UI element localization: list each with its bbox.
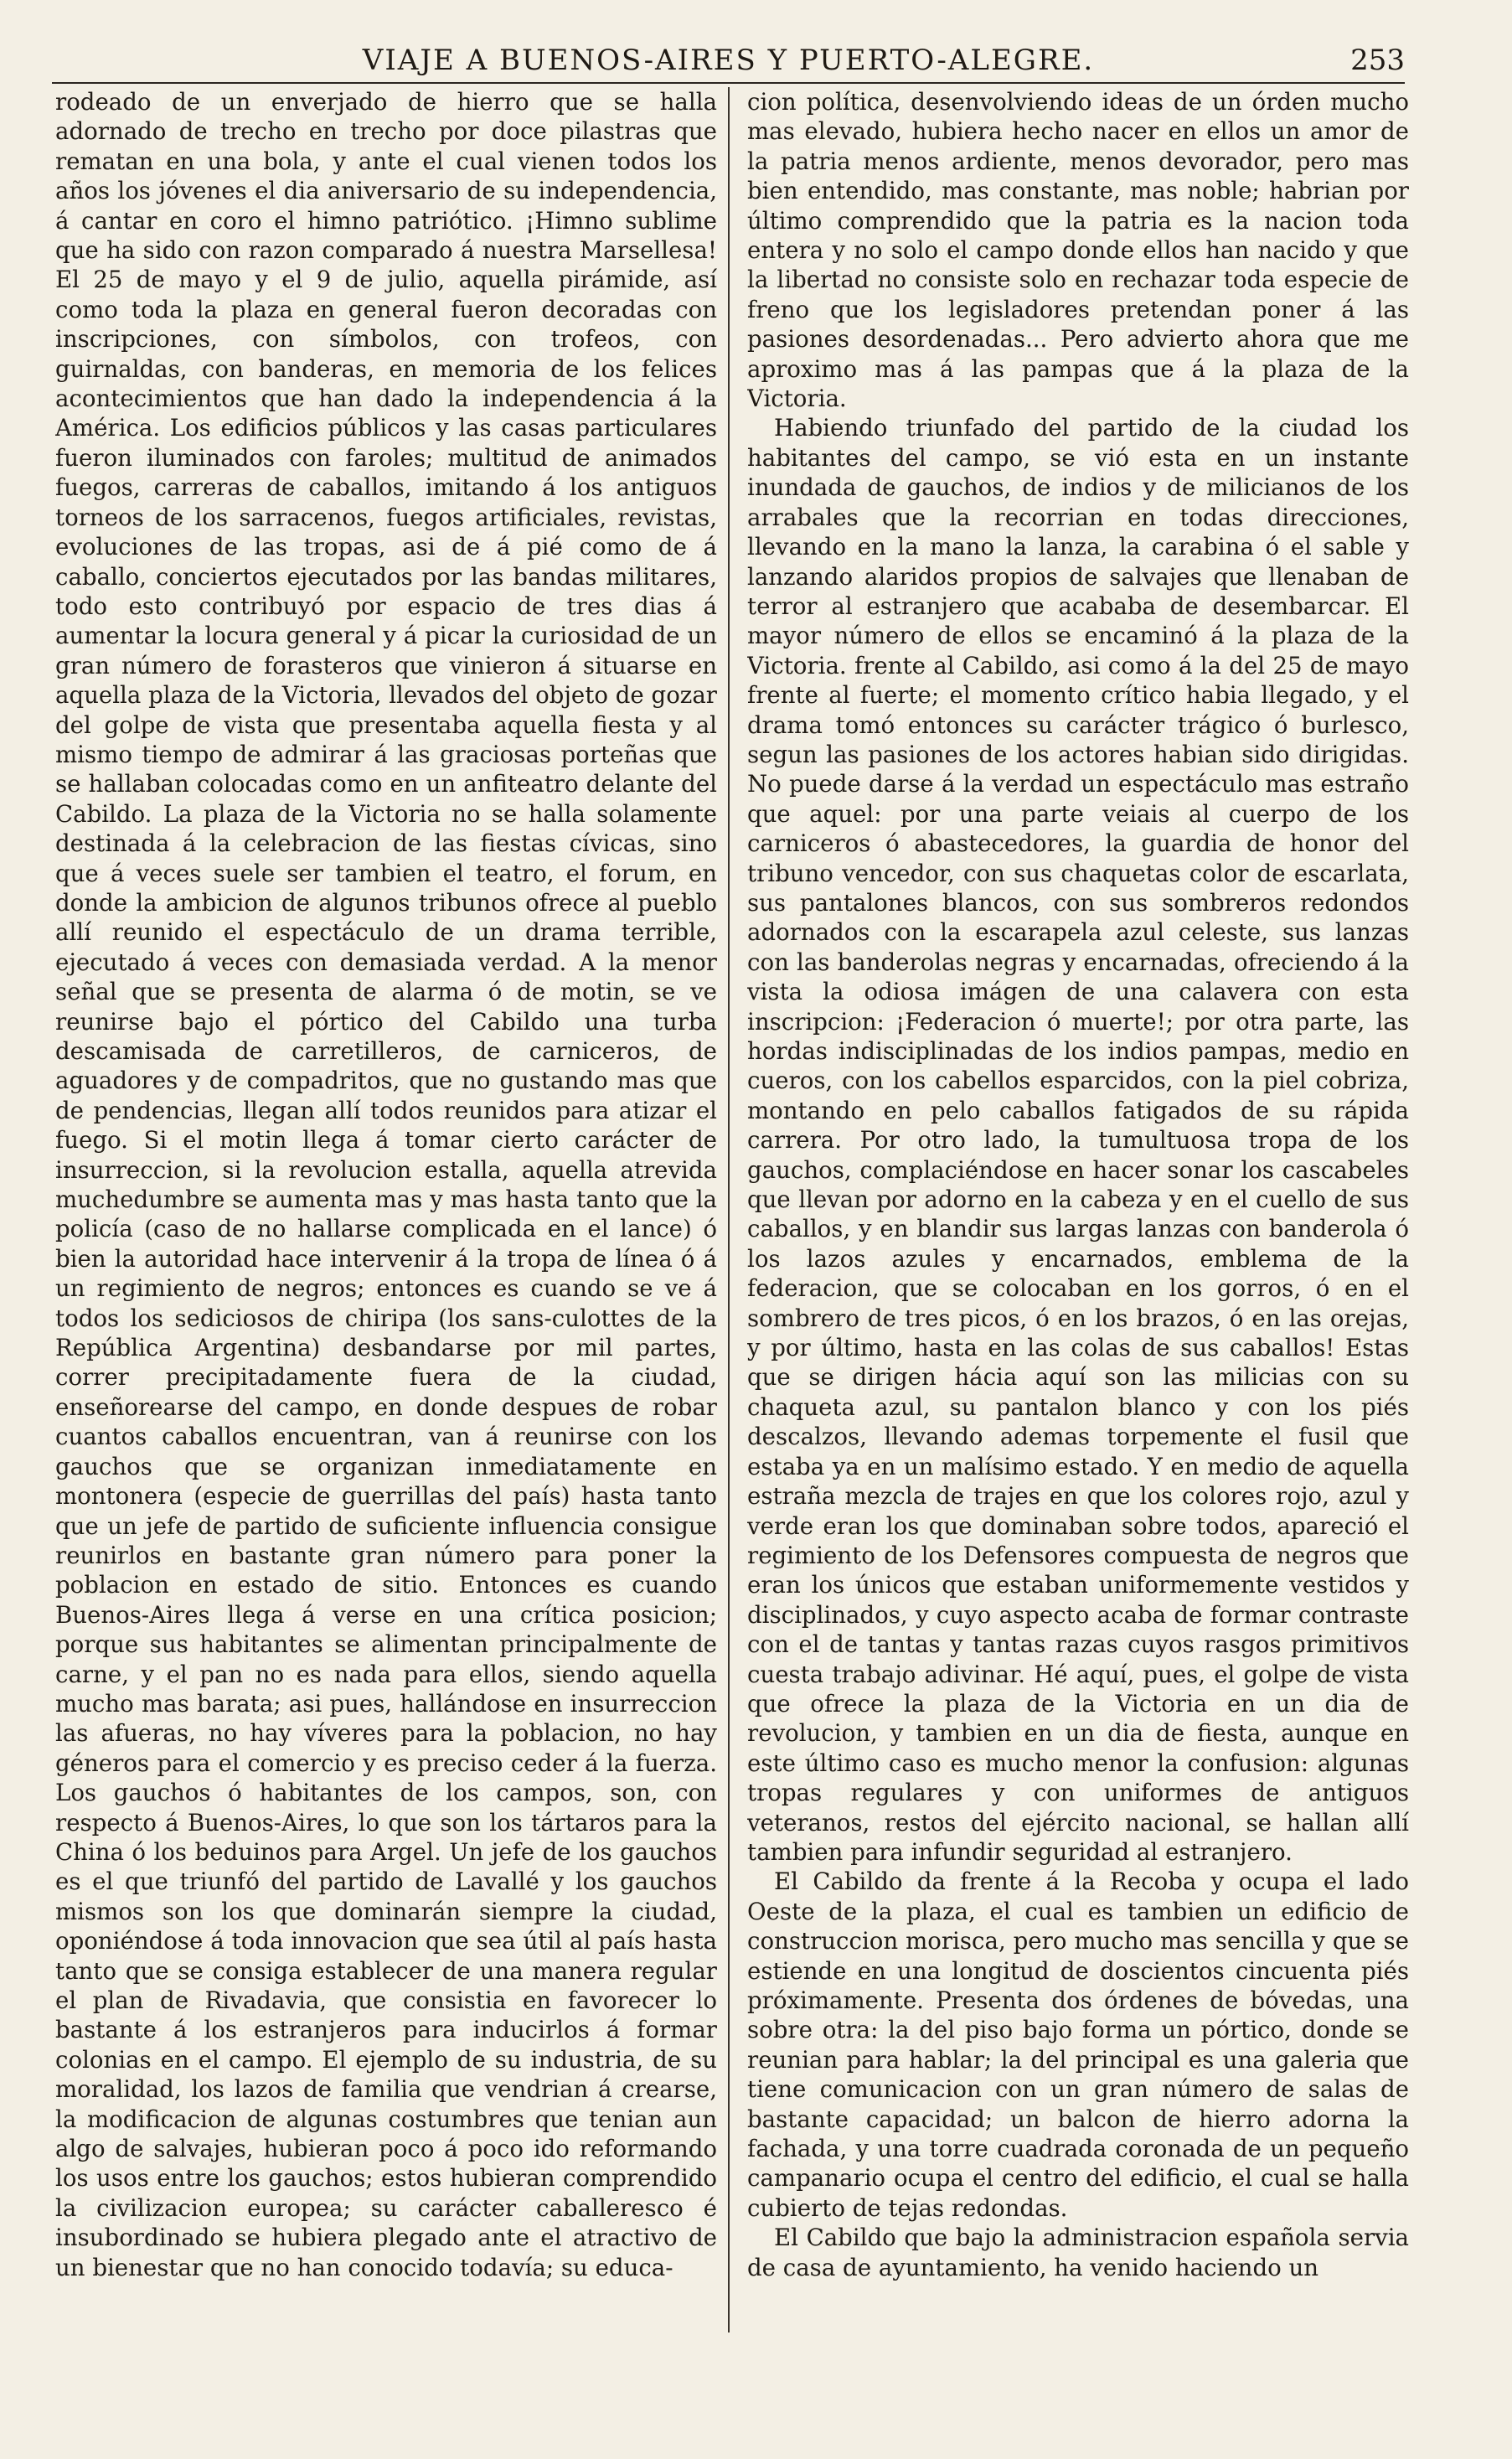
paragraph: Habiendo triunfado del partido de la ciudad los habitantes del campo, se vió esta en un instante inundada de gauchos, de indios y de milicianos de los arrabales que la recorrian en todas direcciones, llevando en la mano la lanza, la carabina ó el sable y lanzando alaridos propios de salvajes que llenaban de terror al estranjero que acababa de desembarcar. El mayor número de ellos se encaminó á la plaza de la Victoria. frente al Cabildo, asi como á la del 25 de mayo frente al fuerte; el momento crítico habia llegado, y el drama tomó entonces su carácter trágico ó burlesco, segun las pasiones de los actores habian sido dirigidas. No puede darse á la verdad un espectáculo mas estraño que aquel: por una parte veiais al cuerpo de los carniceros ó abastecedores, la guardia de honor del tribuno vencedor, con sus chaquetas color de escarlata, sus pantalones blancos, con sus sombreros redondos adornados con la escarapela azul celeste, sus lanzas con las banderolas negras y encarnadas, ofreciendo á la vista la odiosa imágen de una calavera con esta inscripcion: ¡Federacion ó muerte!; por otra parte, las hordas indisciplinadas de los indios pampas, medio en cueros, con los cabellos esparcidos, con la piel cobriza, montando en pelo caballos fatigados de su rápida carrera. Por otro lado, la tumultuosa tropa de los gauchos, complaciéndose en hacer sonar los cascabeles que llevan por adorno en la cabeza y en el cuello de sus caballos, y en blandir sus largas lanzas con banderola ó los lazos azules y encarnados, emblema de la federacion, que se colocaban en los gorros, ó en el sombrero de tres picos, ó en los brazos, ó en las orejas, y por último, hasta en las colas de sus caballos! Estas que se dirigen hácia aquí son las milicias con su chaqueta azul, su pantalon blanco y con los piés descalzos, llevando ademas torpemente el fusil que estaba ya en un malísimo estado. Y en medio de aquella estraña mezcla de trajes en que los colores rojo, azul y verde eran los que dominaban sobre todos, apareció el regimiento de los Defensores compuesta de negros que eran los únicos que estaban uniformemente vestidos y disciplinados, y cuyo aspecto acaba de formar contraste con el de tantas y tantas razas cuyos rasgos primitivos cuesta trabajo adivinar. Hé aquí, pues, el golpe de vista que ofrece la plaza de la Victoria en un dia de revolucion, y tambien en un dia de fiesta, aunque en este último caso es mucho menor la confusion: algunas tropas regulares y con uniformes de antiguos veteranos, restos del ejército nacional, se hallan allí tambien para infundir seguridad al estranjero. (747, 414, 1409, 1866)
page-number: 253 (1350, 44, 1405, 77)
right-column (747, 87, 1409, 2341)
paragraph: El Cabildo que bajo la administracion española servia de casa de ayuntamiento, ha venido haciendo un (747, 2224, 1409, 2281)
running-title: VIAJE A BUENOS-AIRES Y PUERTO-ALEGRE. (362, 44, 1095, 77)
left-column (55, 87, 717, 2341)
paragraph: cion política, desenvolviendo ideas de un órden mucho mas elevado, hubiera hecho nacer en ellos un amor de la patria menos ardiente, menos devorador, pero mas bien entendido, mas constante, mas noble; habrian por último comprendido que la patria es la nacion toda entera y no solo el campo donde ellos han nacido y que la libertad no consiste solo en rechazar toda especie de freno que los legisladores pretendan poner á las pasiones desordenadas... Pero advierto ahora que me aproximo mas á las pampas que á la plaza de la Victoria. (747, 88, 1409, 413)
page-header (52, 44, 1405, 84)
paragraph: rodeado de un enverjado de hierro que se halla adornado de trecho en trecho por doce pilastras que rematan en una bola, y ante el cual vienen todos los años los jóvenes el dia aniversario de su independencia, á cantar en coro el himno patriótico. ¡Himno sublime que ha sido con razon comparado á nuestra Marsellesa! El 25 de mayo y el 9 de julio, aquella pirámide, así como toda la plaza en general fueron decoradas con inscripciones, con símbolos, con trofeos, con guirnaldas, con banderas, en memoria de los felices acontecimientos que han dado la independencia á la América. Los edificios públicos y las casas particulares fueron iluminados con faroles; multitud de animados fuegos, carreras de caballos, imitando á los antiguos torneos de los sarracenos, fuegos artificiales, revistas, evoluciones de las tropas, asi de á pié como de á caballo, conciertos ejecutados por las bandas militares, todo esto contribuyó por espacio de tres dias á aumentar la locura general y á picar la curiosidad de un gran número de forasteros que vinieron á situarse en aquella plaza de la Victoria, llevados del objeto de gozar del golpe de vista que presentaba aquella fiesta y al mismo tiempo de admirar á las graciosas porteñas que se hallaban colocadas como en un anfiteatro delante del Cabildo. La plaza de la Victoria no se halla solamente destinada á la celebracion de las fiestas cívicas, sino que á veces suele ser tambien el teatro, el forum, en donde la ambicion de algunos tribunos ofrece al pueblo allí reunido el espectáculo de un drama terrible, ejecutado á veces con demasiada verdad. A la menor señal que se presenta de alarma ó de motin, se ve reunirse bajo el pórtico del Cabildo una turba descamisada de carretilleros, de carniceros, de aguadores y de compadritos, que no gustando mas que de pendencias, llegan allí todos reunidos para atizar el fuego. Si el motin llega á tomar cierto carácter de insurreccion, si la revolucion estalla, aquella atrevida muchedumbre se aumenta mas y mas hasta tanto que la policía (caso de no hallarse complicada en el lance) ó bien la autoridad hace intervenir á la tropa de línea ó á un regimiento de negros; entonces es cuando se ve á todos los sediciosos de chiripa (los sans-culottes de la República Argentina) desbandarse por mil partes, correr precipitadamente fuera de la ciudad, enseñorearse del campo, en donde despues de robar cuantos caballos encuentran, van á reunirse con los gauchos que se organizan inmediatamente en montonera (especie de guerrillas del país) hasta tanto que un jefe de partido de suficiente influencia consigue reunirlos en bastante gran número para poner la poblacion en estado de sitio. Entonces es cuando Buenos-Aires llega á verse en una crítica posicion; porque sus habitantes se alimentan principalmente de carne, y el pan no es nada para ellos, siendo aquella mucho mas barata; asi pues, hallándose en insurreccion las afueras, no hay víveres para la poblacion, no hay géneros para el comercio y es preciso ceder á la fuerza. Los gauchos ó habitantes de los campos, son, con respecto á Buenos-Aires, lo que son los tártaros para la China ó los beduinos para Argel. Un jefe de los gauchos es el que triunfó del partido de Lavallé y los gauchos mismos son los que dominarán siempre la ciudad, oponiéndose á toda innovacion que sea útil al país hasta tanto que se consiga establecer de una manera regular el plan de Rivadavia, que consistia en favorecer lo bastante á los estranjeros para inducirlos á formar colonias en el campo. El ejemplo de su industria, de su moralidad, los lazos de familia que vendrian á crearse, la modificacion de algunas costumbres que tenian aun algo de salvajes, hubieran poco á poco ido reformando los usos entre los gauchos; estos hubieran comprendido la civilizacion europea; su carácter caballeresco é insubordinado se hubiera plegado ante el atractivo de un bienestar que no han conocido todavía; su educa- (55, 88, 717, 2281)
paragraph: El Cabildo da frente á la Recoba y ocupa el lado Oeste de la plaza, el cual es tambien un edificio de construccion morisca, pero mucho mas sencilla y que se estiende en una longitud de doscientos cincuenta piés próximamente. Presenta dos órdenes de bóvedas, una sobre otra: la del piso bajo forma un pórtico, donde se reunian para hablar; la del principal es una galeria que tiene comunicacion con un gran número de salas de bastante capacidad; un balcon de hierro adorna la fachada, y una torre cuadrada coronada de un pequeño campanario ocupa el centro del edificio, el cual se halla cubierto de tejas redondas. (747, 1867, 1409, 2222)
column-divider (728, 87, 730, 2332)
